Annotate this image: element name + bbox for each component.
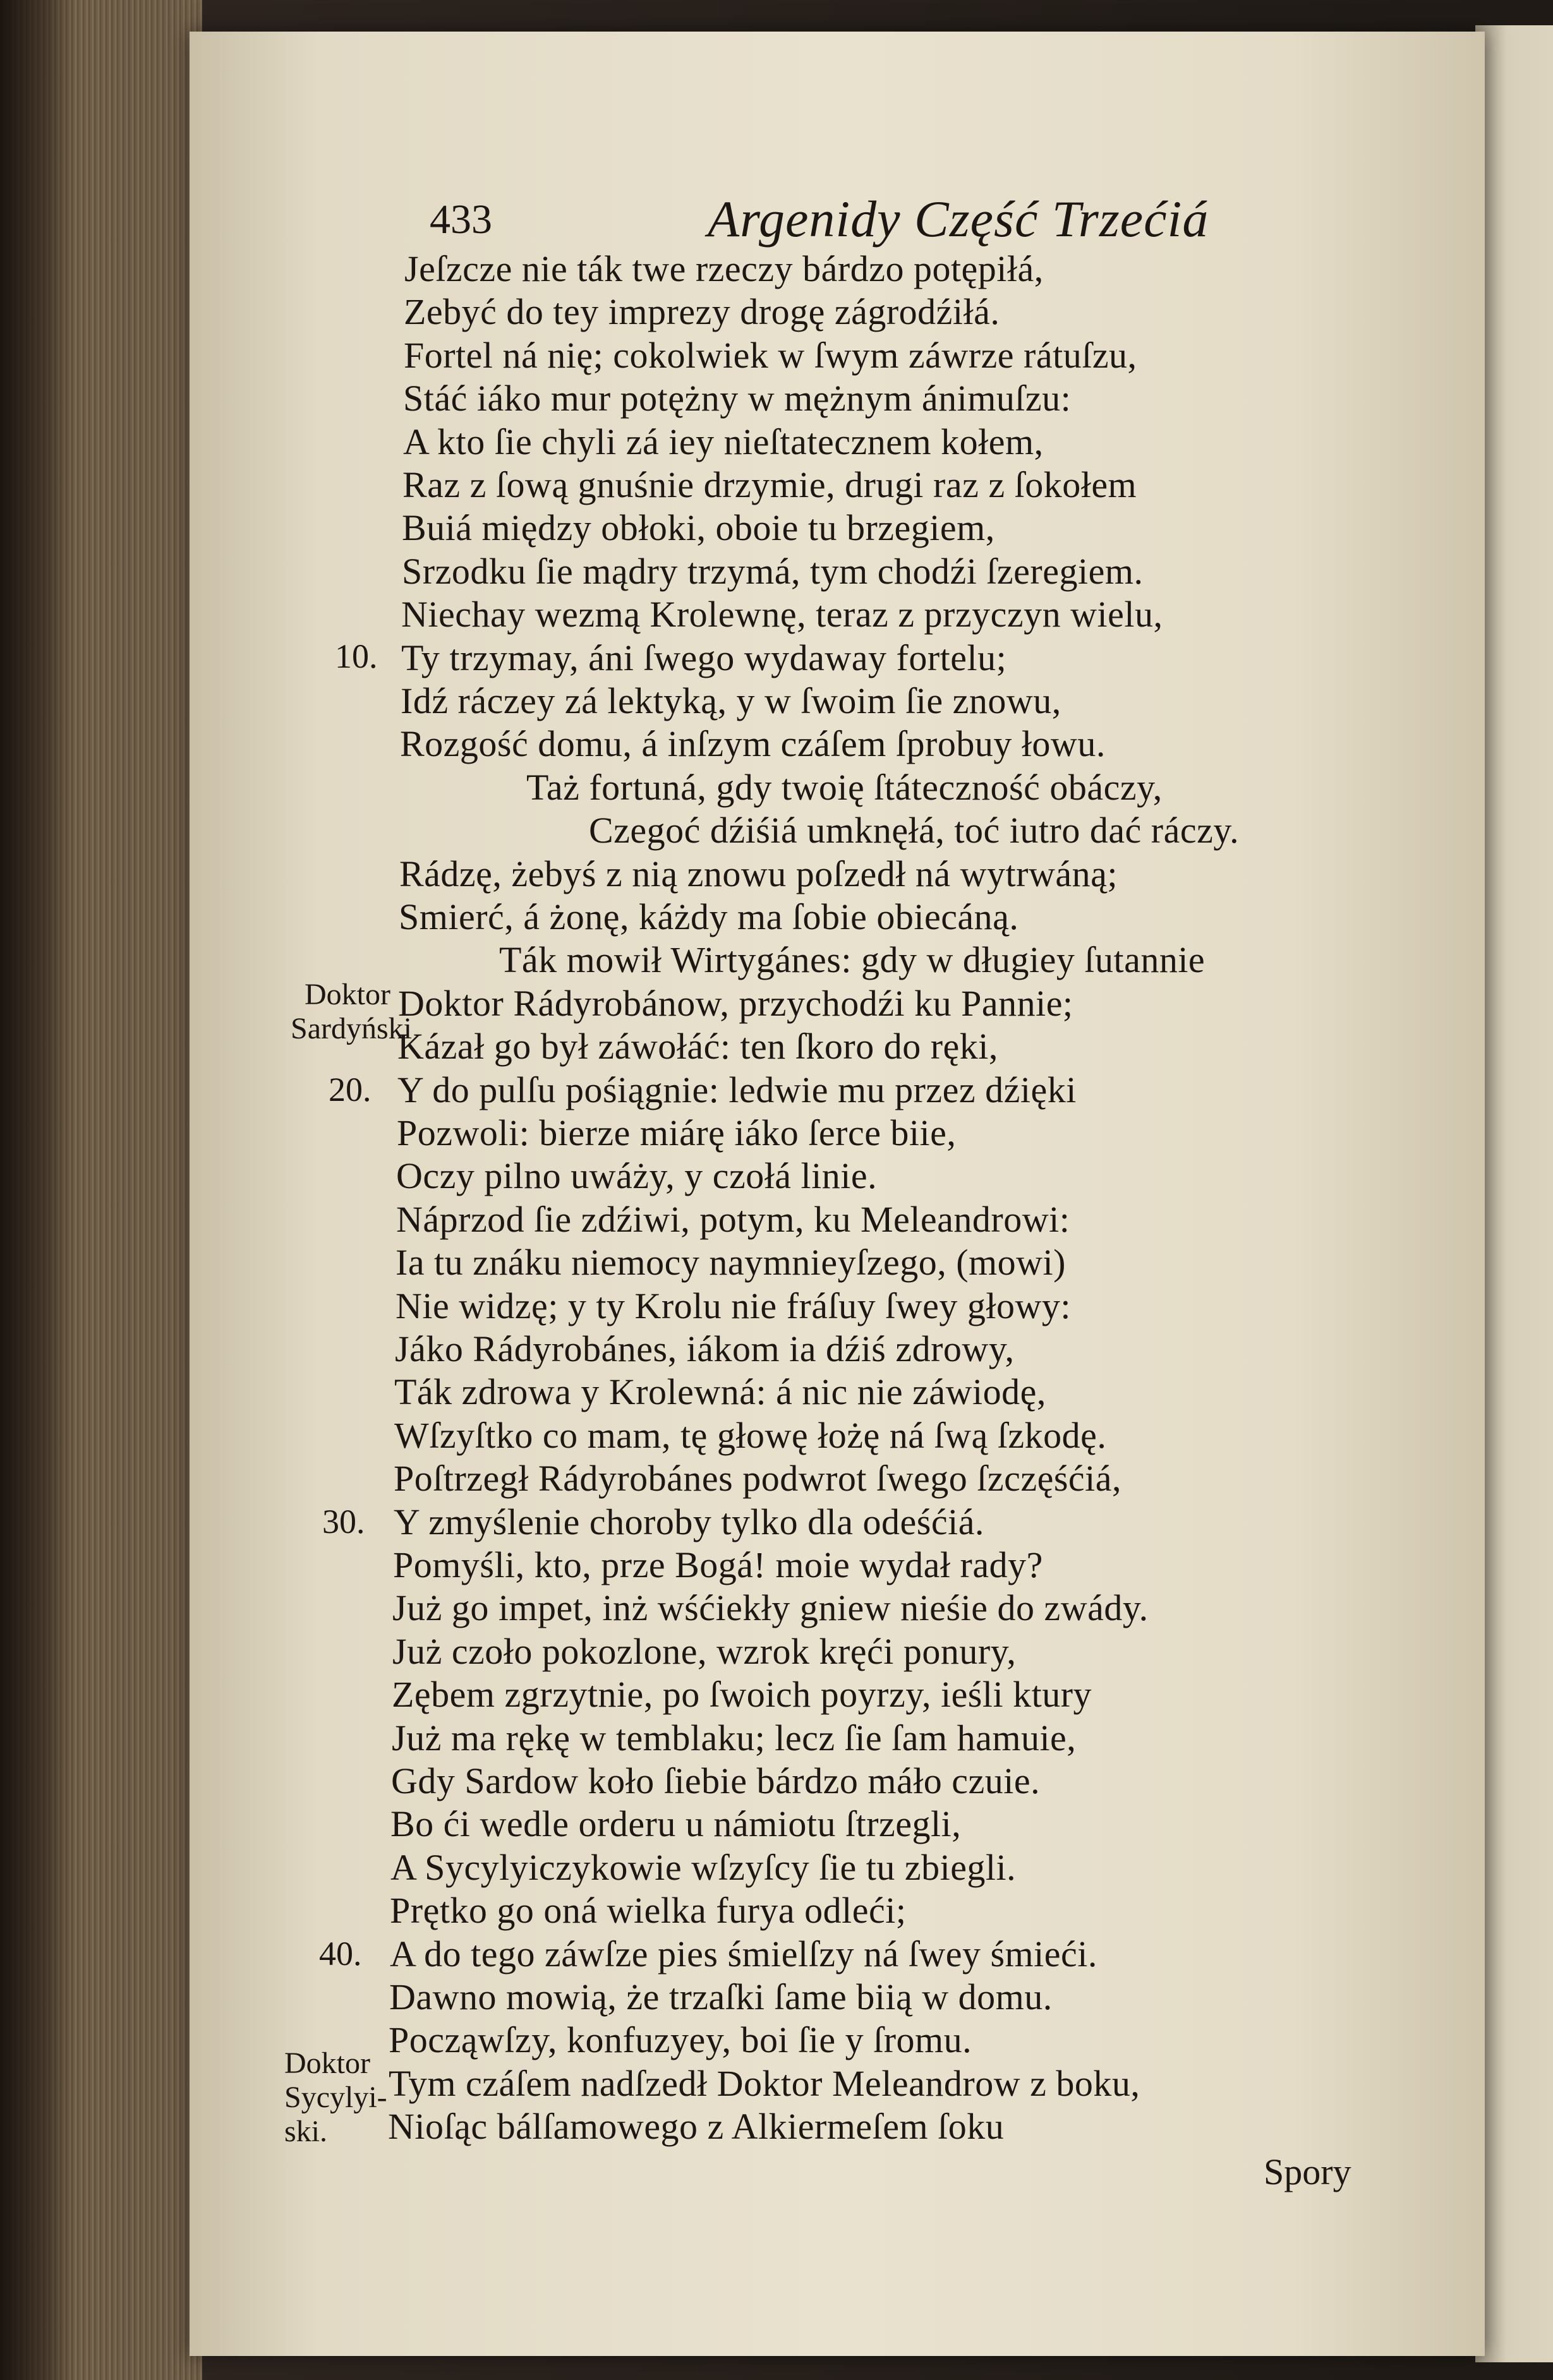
verse-line: Ták zdrowa y Krolewná: á nic nie záwiodę, [394, 1371, 1046, 1413]
verse-line: Gdy Sardow koło ſiebie bárdzo máło czuie. [391, 1760, 1041, 1801]
verse-line: Jáko Rádyrobánes, iákom ia dźiś zdrowy, [395, 1328, 1015, 1369]
verse-line: A kto ſie chyli zá iey nieſtatecznem kołem, [403, 421, 1044, 462]
verse-line: Ia tu znáku niemocy naymnieyſzego, (mowi) [396, 1242, 1066, 1283]
line-number: 20. [329, 1071, 372, 1109]
line-number: 10. [335, 637, 378, 675]
verse-line: Począwſzy, konfuzyey, boi ſie y ſromu. [389, 2019, 972, 2061]
page-number: 433 [430, 196, 492, 243]
margin-note-line: Doktor [305, 978, 390, 1011]
verse-line: Nioſąc bálſamowego z Alkiermeſem ſoku [388, 2106, 1005, 2148]
verse-line: Taż fortuná, gdy twoię ſtáteczność obáczy, [526, 766, 1163, 808]
verse-line: Tym czáſem nadſzedł Doktor Meleandrow z boku, [389, 2062, 1140, 2104]
verse-line: Już ma rękę w temblaku; lecz ſie ſam hamuie, [392, 1717, 1077, 1758]
verse-line: Buiá między obłoki, oboie tu brzegiem, [402, 507, 995, 549]
verse-line: Raz z ſową gnuśnie drzymie, drugi raz z ſokołem [402, 464, 1137, 505]
verse-line: Nie widzę; y ty Krolu nie fráſuy ſwey głowy: [396, 1285, 1071, 1326]
verse-line: Kázał go był záwołáć: ten ſkoro do ręki, [397, 1026, 998, 1067]
verse-line: Zebyć do tey imprezy drogę zágrodźiłá. [404, 291, 1000, 333]
verse-line: Zębem zgrzytnie, po ſwoich poyrzy, ieśli ktury [392, 1674, 1092, 1716]
verse-line: Y zmyślenie choroby tylko dla odeśćiá. [394, 1501, 984, 1542]
margin-note-line: Sycylyi- [284, 2081, 387, 2114]
verse-line: Niechay wezmą Krolewnę, teraz z przyczyn wielu, [401, 594, 1163, 635]
margin-note-line: ski. [284, 2115, 328, 2148]
verse-line: Już czoło pokozlone, wzrok kręći ponury, [392, 1630, 1017, 1672]
verse-line: Fortel ná nię; cokolwiek w ſwym záwrze rátuſzu, [404, 334, 1137, 376]
verse-line: Bo ći wedle orderu u námiotu ſtrzegli, [390, 1803, 962, 1845]
verse-line: Idź ráczey zá lektyką, y w ſwoim ſie znowu, [401, 680, 1061, 721]
verse-line: Jeſzcze nie ták twe rzeczy bárdzo potępiłá, [404, 248, 1044, 289]
facing-page [1475, 25, 1553, 2362]
verse-line: Czegoć dźiśiá umknęłá, toć iutro dać ráczy. [589, 810, 1240, 851]
verse-line: Oczy pilno uwáży, y czołá linie. [396, 1155, 878, 1197]
spine-shadow [0, 0, 76, 2380]
verse-line: Smierć, á żonę, káżdy ma ſobie obiecáną. [399, 896, 1019, 937]
verse-line: A do tego záwſze pies śmielſzy ná ſwey śmieći. [390, 1933, 1097, 1974]
verse-line: Srzodku ſie mądry trzymá, tym chodźi ſzeregiem. [402, 550, 1144, 592]
verse-line: Rozgość domu, á inſzym czáſem ſprobuy łowu. [400, 723, 1106, 765]
line-number: 30. [322, 1503, 365, 1541]
verse-line: Rádzę, żebyś z nią znowu poſzedł ná wytrwáną; [399, 853, 1118, 894]
margin-note-line: Doktor [284, 2046, 370, 2080]
verse-line: Już go impet, inż wśćiekły gniew nieśie do zwády. [392, 1587, 1149, 1629]
verse-line: Wſzyſtko co mam, tę głowę łożę ná ſwą ſzkodę. [394, 1414, 1107, 1456]
verse-line: Dawno mowią, że trzaſki ſame biią w domu. [389, 1976, 1053, 2017]
verse-line: Poſtrzegł Rádyrobánes podwrot ſwego ſzczęśćiá, [394, 1458, 1122, 1500]
verse-line: Ty trzymay, áni ſwego wydaway fortelu; [401, 637, 1007, 678]
verse-line: Ták mowił Wirtygánes: gdy w długiey ſutannie [499, 939, 1206, 981]
margin-note [284, 2046, 387, 2149]
verse-line: Stáć iáko mur potężny w mężnym ánimuſzu: [403, 378, 1072, 419]
catchword: Spory [1264, 2151, 1351, 2192]
verse-line: A Sycylyiczykowie wſzyſcy ſie tu zbiegli. [390, 1846, 1017, 1888]
margin-note [291, 978, 412, 1046]
verse-line: Prętko go oná wielka furya odleći; [390, 1890, 907, 1932]
running-title: Argenidy Część Trzećiá [708, 190, 1209, 248]
verse-line: Pomyśli, kto, prze Bogá! moie wydał rady? [393, 1544, 1043, 1585]
verse-line: Y do pulſu pośiągnie: ledwie mu przez dźięki [397, 1069, 1077, 1110]
line-number: 40. [319, 1935, 362, 1973]
verse-line: Pozwoli: bierze miárę iáko ſerce biie, [397, 1112, 957, 1153]
verse-line: Náprzod ſie zdźiwi, potym, ku Meleandrowi: [396, 1198, 1070, 1240]
margin-note-line: Sardyński [291, 1012, 412, 1045]
verse-line: Doktor Rádyrobánow, przychodźi ku Pannie; [398, 982, 1073, 1024]
